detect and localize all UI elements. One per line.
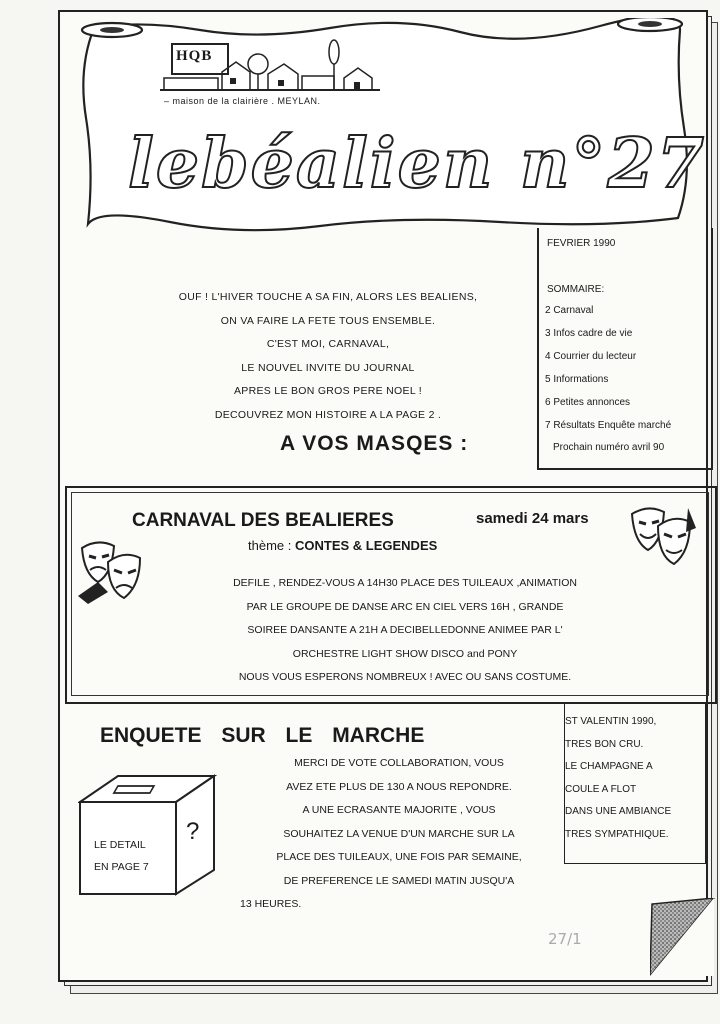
enquete-line: MERCI DE VOTE COLLABORATION, VOUS bbox=[294, 757, 504, 769]
intro-line: LE NOUVEL INVITE DU JOURNAL bbox=[241, 361, 415, 374]
enquete-line: A UNE ECRASANTE MAJORITE , VOUS bbox=[302, 804, 496, 816]
intro-line: C'EST MOI, CARNAVAL, bbox=[266, 338, 390, 350]
summary-title: SOMMAIRE: bbox=[547, 284, 605, 295]
summary-item: 5 Informations bbox=[545, 374, 609, 385]
carnaval-date: samedi 24 mars bbox=[476, 510, 589, 527]
intro-line: OUF ! L'HIVER TOUCHE A SA FIN, ALORS LES BEALIENS, bbox=[178, 291, 478, 303]
theme-value: CONTES & LEGENDES bbox=[294, 538, 438, 553]
carnaval-title: CARNAVAL DES BEALIERES bbox=[132, 510, 394, 531]
enquete-line: PLACE DES TUILEAUX, UNE FOIS PAR SEMAINE, bbox=[276, 851, 522, 863]
newsletter-title: lebéalien n°27 bbox=[128, 124, 707, 204]
question-mark: ? bbox=[186, 818, 200, 845]
page-number: 27/1 bbox=[548, 930, 582, 948]
issue-date: FEVRIER 1990 bbox=[547, 238, 616, 249]
summary-item: 4 Courrier du lecteur bbox=[545, 351, 637, 362]
mask-left-icon bbox=[78, 534, 148, 606]
valentin-line: DANS UNE AMBIANCE bbox=[565, 806, 672, 817]
intro-line: APRES LE BON GROS PERE NOEL ! bbox=[233, 385, 423, 397]
ballot-label bbox=[94, 834, 149, 878]
enquete-title: ENQUETE SUR LE MARCHE bbox=[100, 724, 425, 747]
ballot-line: LE DETAIL bbox=[94, 839, 146, 851]
summary-box bbox=[537, 228, 713, 470]
enquete-line: SOUHAITEZ LA VENUE D'UN MARCHE SUR LA bbox=[283, 827, 515, 840]
valentin-line: TRES BON CRU. bbox=[565, 738, 644, 750]
masques-headline: A VOS MASQES : bbox=[280, 432, 469, 455]
carnaval-details bbox=[180, 572, 630, 690]
summary-item: 3 Infos cadre de vie bbox=[545, 328, 633, 339]
enquete-line: DE PREFERENCE LE SAMEDI MATIN JUSQU'A bbox=[283, 874, 515, 887]
intro-text bbox=[138, 286, 518, 427]
header-tagline: – maison de la clairière . MEYLAN. bbox=[164, 96, 321, 106]
logo-hqb: HQB bbox=[176, 48, 213, 64]
theme-label: thème : bbox=[248, 538, 292, 553]
enquete-text bbox=[234, 752, 564, 917]
summary-item: 6 Petites annonces bbox=[545, 397, 631, 408]
summary-item: 2 Carnaval bbox=[545, 305, 594, 316]
valentin-text bbox=[565, 711, 671, 846]
intro-line: ON VA FAIRE LA FETE TOUS ENSEMBLE. bbox=[220, 314, 436, 327]
enquete-line: AVEZ ETE PLUS DE 130 A NOUS REPONDRE. bbox=[286, 780, 512, 793]
valentin-line: COULE A FLOT bbox=[565, 783, 637, 795]
valentin-line: LE CHAMPAGNE A bbox=[565, 761, 653, 772]
carnaval-line: NOUS VOUS ESPERONS NOMBREUX ! AVEC OU SANS COSTUME. bbox=[238, 671, 572, 683]
carnaval-line: PAR LE GROUPE DE DANSE ARC EN CIEL VERS 16H , GRANDE bbox=[246, 600, 564, 613]
carnaval-theme bbox=[248, 538, 437, 553]
next-issue: Prochain numéro avril 90 bbox=[553, 442, 665, 453]
mask-right-icon bbox=[626, 502, 698, 574]
enquete-line: 13 HEURES. bbox=[240, 898, 302, 910]
valentin-box bbox=[564, 702, 706, 864]
intro-line: DECOUVREZ MON HISTOIRE A LA PAGE 2 . bbox=[214, 408, 442, 421]
valentin-line: TRES SYMPATHIQUE. bbox=[565, 828, 669, 840]
summary-list bbox=[545, 304, 671, 442]
page-curl-icon bbox=[650, 898, 716, 976]
valentin-line: ST VALENTIN 1990, bbox=[565, 716, 657, 727]
summary-item: 7 Résultats Enquête marché bbox=[545, 420, 672, 431]
carnaval-line: DEFILE , RENDEZ-VOUS A 14H30 PLACE DES TUILEAUX ,ANIMATION bbox=[233, 577, 577, 589]
carnaval-line: ORCHESTRE LIGHT SHOW DISCO and PONY bbox=[292, 647, 518, 660]
carnaval-line: SOIREE DANSANTE A 21H A DECIBELLEDONNE ANIMEE PAR L' bbox=[247, 624, 563, 636]
ballot-line: EN PAGE 7 bbox=[94, 861, 149, 873]
